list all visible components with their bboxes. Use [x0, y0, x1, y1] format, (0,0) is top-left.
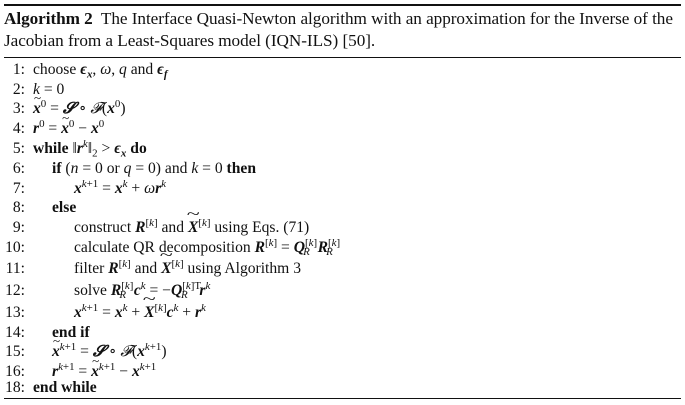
algorithm-line-16: 16: $r^{k+1}$ = ~ $x^{k+1} - x^{k+1}$	[0, 361, 685, 383]
algorithm-line-14: 14: end if	[5, 323, 90, 341]
algorithm-line-8: 8: else	[12, 199, 77, 216]
algorithm-line-10: 10: calculate QR decomposition $R[k] = Q[k]_R$ $R[k]_R$	[5, 237, 341, 259]
algorithm-line-end-while: 18: end while	[5, 379, 97, 396]
algorithm-line-1: 1: choose $\epsilon_x$, ω, q and $\epsilon_f$	[12, 61, 168, 81]
algorithm-line-11: 11: filter R[k] and ~ X[k] using Algorithm 3	[0, 258, 685, 280]
algorithm-line-7: 7: $x^{k+1} = x^k + \omega r^k$	[12, 177, 167, 197]
caption-rule	[4, 57, 681, 58]
algorithm-line-6: 6: if (n = 0 or q = 0) and k = 0 then	[12, 160, 257, 177]
bottom-rule	[4, 398, 681, 399]
algorithm-caption	[4, 8, 684, 52]
algorithm-line-5: 5: while $‖r^k‖_2 > \epsilon_x$ do	[12, 138, 147, 160]
algorithm-line-3: 3: ~ $x^0$ = 𝓢 ∘ $𝓕(x^0)$	[0, 98, 685, 120]
algorithm-line-2: 2: k = 0	[12, 80, 65, 98]
algorithm-line-15: 15: ~ $x^{k+1}$ = 𝓢 ∘ $𝓕(x^{k+1})$	[0, 341, 685, 363]
algorithm-line-13: 13: $x^{k+1} = x^k$ + ~ $X[k]c^k + r^k$	[0, 302, 685, 324]
algorithm-line-4: 4: $r^0$ = ~ $x^0 - x^0$	[0, 118, 685, 140]
algorithm-line-9: 9: construct R[k] and ~ X[k] using Eqs. (71)	[0, 217, 685, 239]
top-rule	[4, 4, 681, 6]
caption-label: Algorithm 2	[4, 9, 93, 28]
caption-text: The Interface Quasi-Newton algorithm with an approximation for the Inverse of the Jacobian from a Least-Squares model (IQN-ILS) [50].	[4, 9, 673, 50]
algorithm-line-12: 12: solve $R[k]_R$ $c^k = -Q^{[k]T}_R$ $r^k$	[5, 280, 211, 302]
